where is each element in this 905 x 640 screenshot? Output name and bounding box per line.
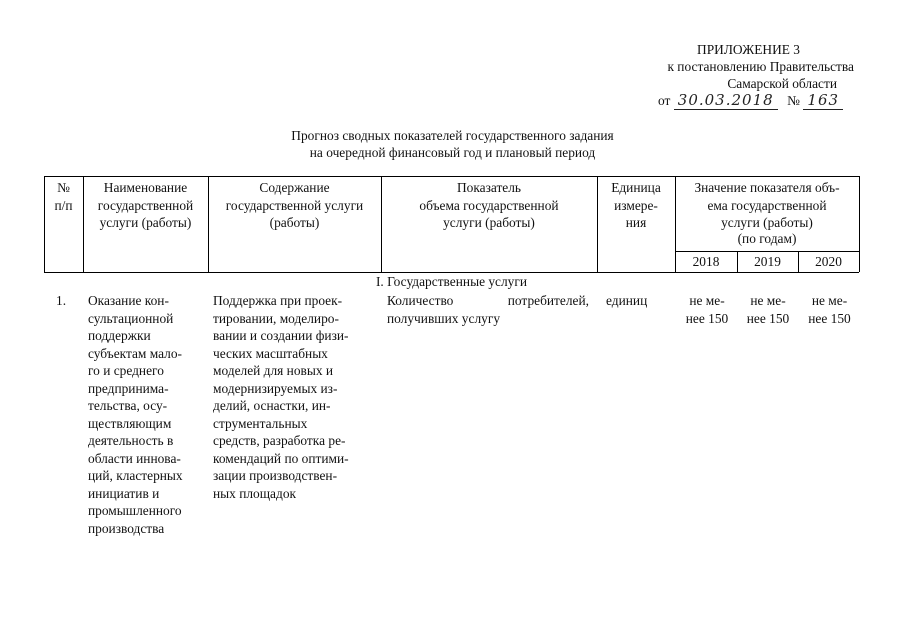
date-number-line bbox=[658, 91, 843, 110]
document-title-line-2: на очередной финансовый год и плановый период bbox=[309, 145, 596, 160]
col-header-indicator: Показатель объема государственной услуги (работы) bbox=[419, 180, 559, 230]
row-num: 1. bbox=[56, 293, 67, 308]
section-title: I. Государственные услуги bbox=[375, 274, 528, 289]
handwritten-number: 163 bbox=[803, 91, 843, 110]
region-line: Самарской области bbox=[727, 76, 837, 91]
document-title-line-1: Прогноз сводных показателей государственного задания bbox=[291, 128, 614, 143]
resolution-line: к постановлению Правительства bbox=[667, 59, 854, 74]
row-service-name: Оказание кон- сультационной поддержки субъектам мало- го и среднего предпринима- тельства, осу- ществляющим деятельность в области иннова- ций, кластерных инициатив и промышленного производства bbox=[88, 293, 183, 536]
from-prefix: от bbox=[658, 93, 671, 108]
row-indicator: Количество потребителей, получивших услугу bbox=[387, 293, 589, 326]
col-header-values: Значение показателя объ- ема государственной услуги (работы) (по годам) bbox=[694, 180, 840, 246]
col-header-service-content: Содержание государственной услуги (работы) bbox=[225, 180, 364, 230]
row-unit: единиц bbox=[606, 293, 648, 308]
row-value-2020: не ме- нее 150 bbox=[808, 293, 851, 326]
col-header-service-name: Наименование государственной услуги (работы) bbox=[97, 180, 194, 230]
row-service-content: Поддержка при проек- тировании, моделиро- вании и создании физи- ческих масштабных моделей для новых и модернизируемых из- делий, оснастки, ин- струментальных средств, разработка ре- комендаций по оптими- зации производствен- ных площадок bbox=[213, 293, 349, 501]
year-2020: 2020 bbox=[815, 254, 842, 269]
number-prefix: № bbox=[787, 93, 800, 108]
year-2019: 2019 bbox=[754, 254, 781, 269]
row-value-2019: не ме- нее 150 bbox=[746, 293, 790, 326]
row-value-2018: не ме- нее 150 bbox=[685, 293, 729, 326]
handwritten-date: 30.03.2018 bbox=[674, 91, 778, 110]
col-header-num: № п/п bbox=[54, 180, 73, 213]
appendix-label: ПРИЛОЖЕНИЕ 3 bbox=[697, 42, 800, 57]
year-2018: 2018 bbox=[692, 254, 720, 269]
col-header-unit: Единица измере- ния bbox=[611, 180, 661, 230]
